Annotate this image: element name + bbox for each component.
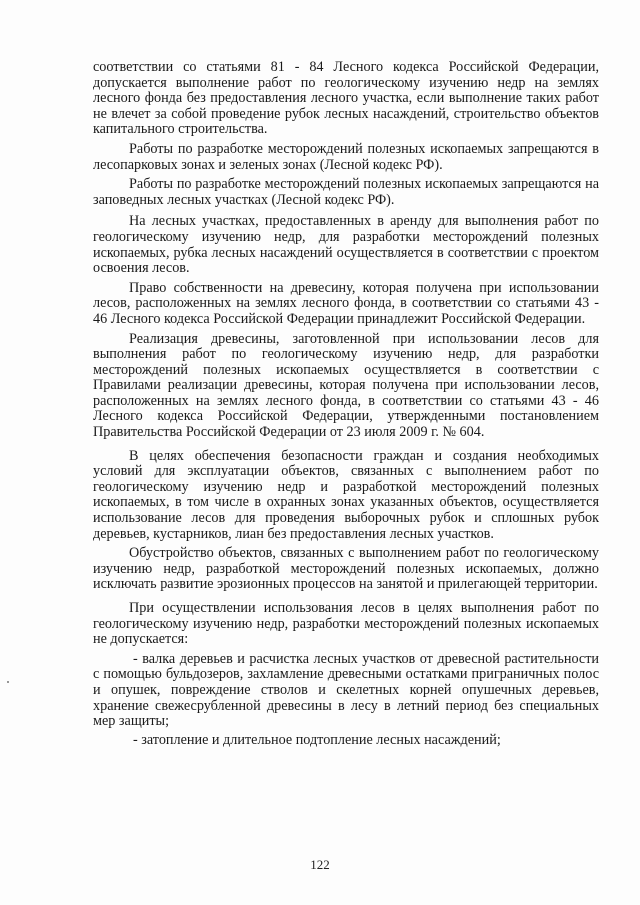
paragraph-erosion: Обустройство объектов, связанных с выполнением работ по геологическому изучению недр, разработкой месторождений полезных ископаемых, должно исключать развитие эрозионных процессов на занятой и прилегающей территории. [93,545,599,593]
paragraph-timber-ownership: Право собственности на древесину, которая получена при использовании лесов, расположенных на землях лесного фонда, в соответствии со статьями 43 - 46 Лесного кодекса Российской Федерации принадлежит Российской Федерации. [93,279,599,327]
page-number: 122 [310,857,330,872]
paragraph-leased-plots: На лесных участках, предоставленных в аренду для выполнения работ по геологическому изучению недр, для разработки месторождений полезных ископаемых, рубка лесных насаждений осуществляется в соответствии с проектом освоения лесов. [93,213,599,277]
paragraph-timber-sale: Реализация древесины, заготовленной при использовании лесов для выполнения работ по геологическому изучению недр, для разработки месторождений полезных ископаемых осуществляется в соответствии с Правилами реализации древесины, которая получена при использовании лесов, расположенных на землях лесного фонда, в соответствии со статьями 43 - 46 Лесного кодекса Российской Федерации, утвержденными постановлением Правительства Российской Федерации от 23 июля 2009 г. № 604. [93,330,599,441]
scan-speck [7,681,9,683]
paragraph-prohibitions-intro: При осуществлении использования лесов в целях выполнения работ по геологическому изучению недр, разработки месторождений полезных ископаемых не допускается: [93,600,599,648]
document-body [93,60,599,751]
paragraph-reserve-areas: Работы по разработке месторождений полезных ископаемых запрещаются на заповедных лесных участках (Лесной кодекс РФ). [93,176,599,208]
list-item-flooding: - затопление и длительное подтопление лесных насаждений; [133,731,501,748]
list-item-bulldozer-clearing: - валка деревьев и расчистка лесных участков от древесной растительности с помощью бульдозеров, захламление древесными остатками приграничных полос и опушек, повреждение стволов и скелетных корней опушечных деревьев, хранение свежесрубленной древесины в лесу в летний период без специальных мер защиты; [93,650,599,730]
paragraph-safety-cutting: В целях обеспечения безопасности граждан и создания необходимых условий для эксплуатации объектов, связанных с выполнением работ по геологическому изучению недр и разработкой месторождений полезных ископаемых, в том числе в охранных зонах указанных объектов, осуществляется использование лесов для проведения выборочных рубок и сплошных рубок деревьев, кустарников, лиан без предоставления лесных участков. [93,447,599,542]
paragraph-continuation: соответствии со статьями 81 - 84 Лесного кодекса Российской Федерации, допускается выполнение работ по геологическому изучению недр на землях лесного фонда без предоставления лесного участка, если выполнение таких работ не влечет за собой проведение рубок лесных насаждений, строительство объектов капитального строительства. [93,59,599,138]
paragraph-lesopark-zones: Работы по разработке месторождений полезных ископаемых запрещаются в лесопарковых зонах и зеленых зонах (Лесной кодекс РФ). [93,140,599,173]
